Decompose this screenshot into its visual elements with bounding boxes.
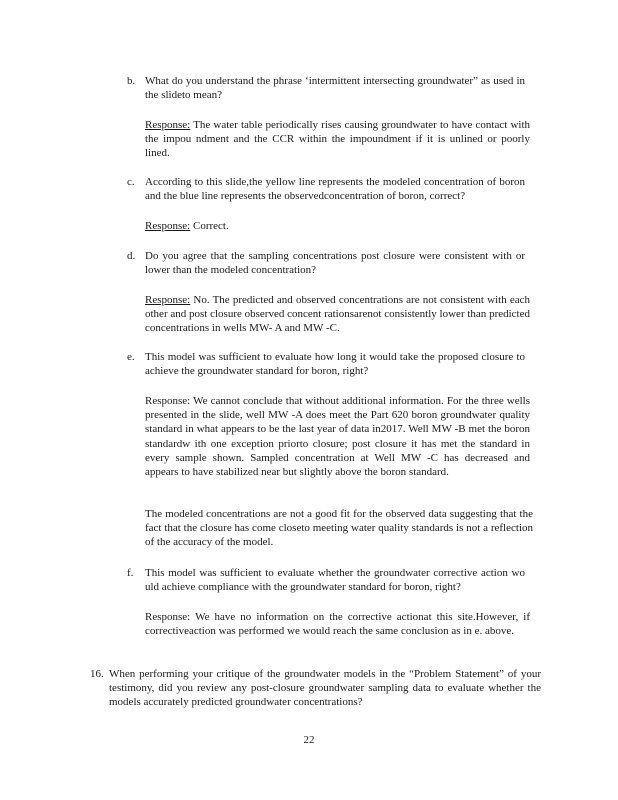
response-text: Correct.	[192, 220, 229, 232]
response-label: Response:	[145, 294, 191, 306]
page-number: 22	[303, 734, 315, 746]
response-label: Response:	[145, 611, 191, 623]
subquestion-letter: e.	[127, 351, 135, 363]
response-text: We cannot conclude that without additional information. For the three wells presented in the slide, well MW -A does meet the Part 620 boron groundwater quality standard in what appears to be the last year of data in2017. Well MW -B met the boron standardw ith one exception priorto closure; post closure it has met the standard in every sample shown. Sampled concentration at Well MW -C has decreased and appears to have stabilized near but slightly above the boron standard.	[145, 395, 531, 479]
response-label: Response:	[145, 220, 191, 232]
subquestion-letter: d.	[127, 250, 136, 262]
question-text: What do you understand the phrase ‘intermittent intersecting groundwater” as used in the slideto mean?	[145, 75, 525, 102]
response-text: We have no information on the corrective actionat this site.However, if correctiveaction was performed we would reach the same conclusion as in e. above.	[145, 611, 530, 638]
question-text: Do you agree that the sampling concentrations post closure were consistent with or lower than the modeled concentration?	[145, 250, 525, 277]
response-text: The water table periodically rises causing groundwater to have contact with the impou ndment and the CCR within the impoundment if it is unlined or poorly lined.	[145, 119, 530, 160]
subquestion-letter: b.	[127, 75, 136, 87]
response-block	[145, 293, 530, 336]
response-block	[145, 394, 530, 479]
question-text: This model was sufficient to evaluate whether the groundwater corrective action wo uld achieve compliance with the groundwater standard for boron, right?	[145, 567, 525, 594]
question-text: When performing your critique of the groundwater models in the “Problem Statement” of your testimony, did you review any post-closure groundwater sampling data to evaluate whether the models accurately predicted groundwater concentrations?	[109, 668, 541, 709]
question-text: According to this slide,the yellow line represents the modeled concentration of boron and the blue line represents the observedconcentration of boron, correct?	[145, 176, 525, 203]
response-label: Response:	[145, 119, 191, 131]
response-block	[145, 118, 530, 161]
question-text: This model was sufficient to evaluate how long it would take the proposed closure to achieve the groundwater standard for boron, right?	[145, 351, 525, 378]
response-block	[145, 219, 530, 233]
response-continuation: The modeled concentrations are not a good fit for the observed data suggesting that the fact that the closure has come closeto meeting water quality standards is not a reflection of the accuracy of the model.	[145, 508, 533, 549]
question-number: 16.	[90, 668, 104, 680]
response-label: Response:	[145, 395, 191, 407]
response-text: No. The predicted and observed concentrations are not consistent with each other and post closure observed concent rationsarenot consistently lower than predicted concentrations in wells MW- A and MW -C.	[145, 294, 531, 335]
subquestion-letter: c.	[127, 176, 135, 188]
subquestion-letter: f.	[127, 567, 134, 579]
response-block	[145, 610, 530, 638]
